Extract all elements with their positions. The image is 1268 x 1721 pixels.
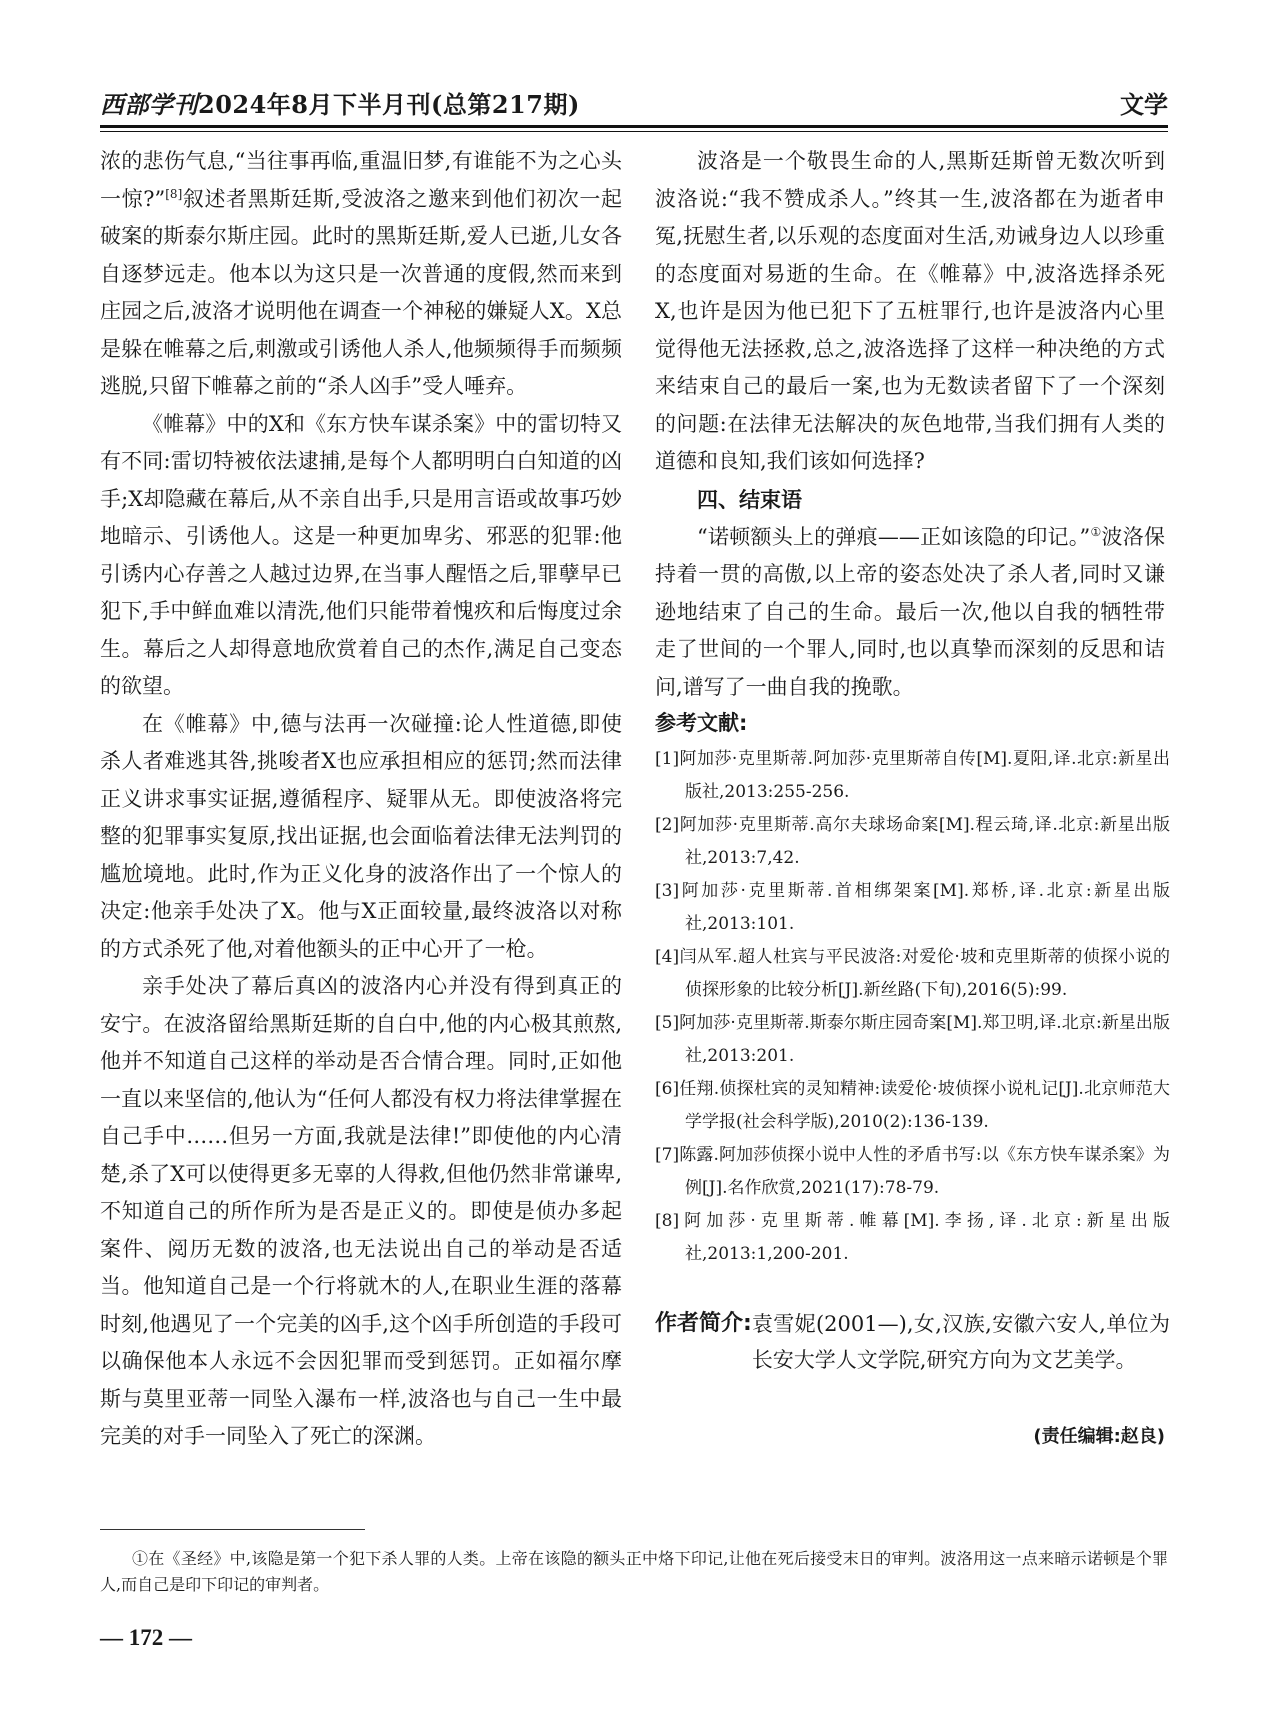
reference-item: [6]任翔.侦探杜宾的灵知精神:读爱伦·坡侦探小说札记[J].北京师范大学学报(社会科学版),2010(2):136-139. (655, 1079, 1170, 1132)
paragraph (655, 519, 1165, 707)
paragraph: 波洛是一个敬畏生命的人,黑斯廷斯曾无数次听到波洛说:“我不赞成杀人。”终其一生,波洛都在为逝者申冤,抚慰生者,以乐观的态度面对生活,劝诫身边人以珍重的态度面对易逝的生命。在《帷幕》中,波洛选择杀死X,也许是因为他已犯下了五桩罪行,也许是波洛内心里觉得他无法拯救,总之,波洛选择了这样一种决绝的方式来结束自己的最后一案,也为无数读者留下了一个深刻的问题:在法律无法解决的灰色地带,当我们拥有人类的道德和良知,我们该如何选择? (655, 149, 1165, 473)
reference-item: [4]闫从军.超人杜宾与平民波洛:对爱伦·坡和克里斯蒂的侦探小说的侦探形象的比较分析[J].新丝路(下旬),2016(5):99. (655, 947, 1170, 1000)
reference-item: [1]阿加莎·克里斯蒂.阿加莎·克里斯蒂自传[M].夏阳,译.北京:新星出版社,2013:255-256. (655, 749, 1170, 802)
header-rule-thin (100, 131, 1168, 132)
section-label: 文学 (1120, 90, 1168, 119)
paragraph-text: 浓的悲伤气息,“当往事再临,重温旧梦,有谁能不为之心头一惊?” (100, 149, 622, 211)
right-column (655, 143, 1165, 706)
references-title: 参考文献: (655, 711, 748, 735)
reference-item: [3]阿加莎·克里斯蒂.首相绑架案[M].郑桥,译.北京:新星出版社,2013:101. (655, 881, 1170, 934)
citation-mark: [8] (165, 186, 183, 201)
paragraph (100, 143, 622, 406)
responsible-editor: (责任编辑:赵良) (1033, 1426, 1165, 1447)
author-bio (655, 1306, 1170, 1378)
journal-header (100, 85, 580, 120)
paragraph: 亲手处决了幕后真凶的波洛内心并没有得到真正的安宁。在波洛留给黑斯廷斯的自白中,他的内心极其煎熬,他并不知道自己这样的举动是否合情合理。同时,正如他一直以来坚信的,他认为“任何人都没有权力将法律掌握在自己手中……但另一方面,我就是法律!”即使他的内心清楚,杀了X可以使得更多无辜的人得救,但他仍然非常谦卑,不知道自己的所作所为是否是正义的。即使是侦办多起案件、阅历无数的波洛,也无法说出自己的举动是否适当。他知道自己是一个行将就木的人,在职业生涯的落幕时刻,他遇见了一个完美的凶手,这个凶手所创造的手段可以确保他本人永远不会因犯罪而受到惩罚。正如福尔摩斯与莫里亚蒂一同坠入瀑布一样,波洛也与自己一生中最完美的对手一同坠入了死亡的深渊。 (100, 974, 622, 1448)
page-number: — 172 — (100, 1625, 192, 1650)
author-bio-text: 袁雪妮(2001—),女,汉族,安徽六安人,单位为长安大学人文学院,研究方向为文艺美学。 (751, 1312, 1170, 1372)
reference-item: [7]陈露.阿加莎侦探小说中人性的矛盾书写:以《东方快车谋杀案》为例[J].名作欣赏,2021(17):78-79. (655, 1145, 1170, 1198)
reference-item: [8]阿加莎·克里斯蒂.帷幕[M].李扬,译.北京:新星出版社,2013:1,200-201. (655, 1211, 1170, 1264)
paragraph: 在《帷幕》中,德与法再一次碰撞:论人性道德,即使杀人者难逃其咎,挑唆者X也应承担相应的惩罚;然而法律正义讲求事实证据,遵循程序、疑罪从无。即使波洛将完整的犯罪事实复原,找出证据,也会面临着法律无法判罚的尴尬境地。此时,作为正义化身的波洛作出了一个惊人的决定:他亲手处决了X。他与X正面较量,最终波洛以对称的方式杀死了他,对着他额头的正中心开了一枪。 (100, 711, 622, 961)
footnote: ①在《圣经》中,该隐是第一个犯下杀人罪的人类。上帝在该隐的额头正中烙下印记,让他在死后接受末日的审判。波洛用这一点来暗示诺顿是个罪人,而自己是印下印记的审判者。 (100, 1549, 1168, 1594)
running-header (100, 86, 1168, 120)
left-column (100, 143, 622, 1456)
paragraph-text: 叙述者黑斯廷斯,受波洛之邀来到他们初次一起破案的斯泰尔斯庄园。此时的黑斯廷斯,爱人已逝,儿女各自逐梦远走。他本以为这只是一次普通的度假,然而来到庄园之后,波洛才说明他在调查一个神秘的嫌疑人X。X总是躲在帷幕之后,刺激或引诱他人杀人,他频频得手而频频逃脱,只留下帷幕之前的“杀人凶手”受人唾弃。 (100, 186, 622, 398)
paragraph-text: 波洛保持着一贯的高傲,以上帝的姿态处决了杀人者,同时又谦逊地结束了自己的生命。最后一次,他以自我的牺牲带走了世间的一个罪人,同时,也以真挚而深刻的反思和诘问,谱写了一曲自我的挽歌。 (655, 524, 1165, 699)
header-rule (100, 125, 1168, 128)
paragraph: 《帷幕》中的X和《东方快车谋杀案》中的雷切特又有不同:雷切特被依法逮捕,是每个人都明明白白知道的凶手;X却隐藏在幕后,从不亲自出手,只是用言语或故事巧妙地暗示、引诱他人。这是一种更加卑劣、邪恶的犯罪:他引诱内心存善之人越过边界,在当事人醒悟之后,罪孽早已犯下,手中鲜血难以清洗,他们只能带着愧疚和后悔度过余生。幕后之人却得意地欣赏着自己的杰作,满足自己变态的欲望。 (100, 411, 622, 698)
author-bio-label: 作者简介: (655, 1311, 752, 1336)
references (655, 707, 1170, 1271)
reference-item: [5]阿加莎·克里斯蒂.斯泰尔斯庄园奇案[M].郑卫明,译.北京:新星出版社,2013:201. (655, 1013, 1170, 1066)
section-heading: 四、结束语 (697, 487, 802, 512)
issue-info: 2024年8月下半月刊(总第217期) (198, 90, 580, 119)
footnote-rule (100, 1529, 365, 1530)
footnote-mark: ① (1090, 524, 1102, 539)
journal-logo: 西部学刊 (100, 90, 198, 119)
paragraph-text: “诺顿额头上的弹痕——正如该隐的印记。” (697, 524, 1091, 549)
reference-item: [2]阿加莎·克里斯蒂.高尔夫球场命案[M].程云琦,译.北京:新星出版社,2013:7,42. (655, 815, 1170, 868)
